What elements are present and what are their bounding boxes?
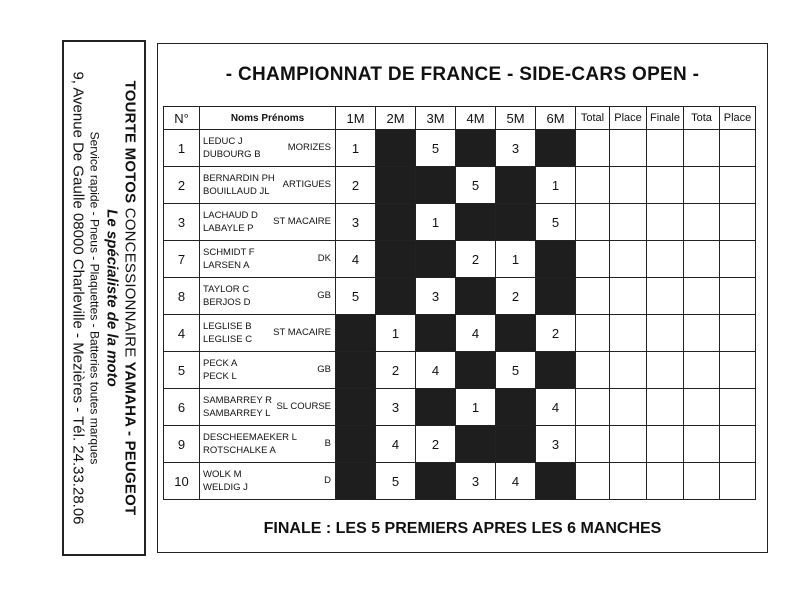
- final-place-cell: [720, 463, 756, 500]
- passenger-name: BOUILLAUD JL: [203, 186, 270, 197]
- sponsor-advertisement: [62, 40, 146, 556]
- results-frame: [157, 43, 768, 553]
- header-names: Noms Prénoms: [200, 107, 336, 130]
- header-total: Total: [576, 107, 610, 130]
- race-3-cell: 4: [416, 352, 456, 389]
- race-4-cell: [456, 352, 496, 389]
- final-place-cell: [720, 278, 756, 315]
- passenger-name: LARSEN A: [203, 260, 250, 271]
- final-place-cell: [720, 426, 756, 463]
- crew-names: [200, 389, 336, 426]
- race-4-cell: 3: [456, 463, 496, 500]
- final-total-cell: [684, 426, 720, 463]
- total-cell: [576, 315, 610, 352]
- race-3-cell: [416, 389, 456, 426]
- club-name: SL COURSE: [276, 401, 331, 412]
- race-1-cell: [336, 352, 376, 389]
- driver-name: SAMBARREY R: [203, 395, 272, 406]
- race-3-cell: 3: [416, 278, 456, 315]
- finale-cell: [647, 241, 684, 278]
- passenger-name: BERJOS D: [203, 297, 251, 308]
- club-name: ARTIGUES: [282, 179, 331, 190]
- driver-name: BERNARDIN PH: [203, 173, 275, 184]
- race-2-cell: 1: [376, 315, 416, 352]
- sponsor-brands: YAMAHA - PEUGEOT: [121, 361, 139, 516]
- club-name: ST MACAIRE: [273, 216, 331, 227]
- crew-number: 9: [164, 426, 200, 463]
- table-row: [164, 389, 756, 426]
- sponsor-text: [70, 48, 139, 548]
- driver-name: WOLK M: [203, 469, 242, 480]
- crew-number: 5: [164, 352, 200, 389]
- race-1-cell: [336, 389, 376, 426]
- race-5-cell: [496, 389, 536, 426]
- table-row: [164, 463, 756, 500]
- place-cell: [610, 204, 647, 241]
- race-6-cell: 2: [536, 315, 576, 352]
- race-5-cell: [496, 315, 536, 352]
- crew-number: 7: [164, 241, 200, 278]
- club-name: D: [324, 475, 331, 486]
- race-4-cell: 2: [456, 241, 496, 278]
- club-name: B: [324, 438, 331, 449]
- final-total-cell: [684, 463, 720, 500]
- race-6-cell: [536, 352, 576, 389]
- race-2-cell: 3: [376, 389, 416, 426]
- race-6-cell: 1: [536, 167, 576, 204]
- club-name: GB: [317, 290, 331, 301]
- crew-number: 4: [164, 315, 200, 352]
- header-race-6: 6M: [536, 107, 576, 130]
- table-row: [164, 241, 756, 278]
- race-1-cell: 4: [336, 241, 376, 278]
- final-place-cell: [720, 352, 756, 389]
- crew-names: [200, 426, 336, 463]
- crew-names: [200, 463, 336, 500]
- final-total-cell: [684, 204, 720, 241]
- table-row: [164, 352, 756, 389]
- club-name: DK: [317, 253, 331, 264]
- footer-note: FINALE : LES 5 PREMIERS APRES LES 6 MANCHES: [263, 520, 662, 537]
- place-cell: [610, 241, 647, 278]
- passenger-name: ROTSCHALKE A: [203, 445, 276, 456]
- race-3-cell: 5: [416, 130, 456, 167]
- total-cell: [576, 463, 610, 500]
- sponsor-role: CONCESSIONNAIRE: [121, 207, 139, 358]
- total-cell: [576, 426, 610, 463]
- final-place-cell: [720, 167, 756, 204]
- race-4-cell: 5: [456, 167, 496, 204]
- place-cell: [610, 463, 647, 500]
- race-5-cell: [496, 167, 536, 204]
- final-place-cell: [720, 130, 756, 167]
- race-2-cell: [376, 204, 416, 241]
- final-place-cell: [720, 204, 756, 241]
- passenger-name: WELDIG J: [203, 482, 248, 493]
- race-4-cell: [456, 130, 496, 167]
- place-cell: [610, 352, 647, 389]
- final-place-cell: [720, 389, 756, 426]
- passenger-name: LABAYLE P: [203, 223, 254, 234]
- finale-cell: [647, 278, 684, 315]
- race-4-cell: [456, 278, 496, 315]
- race-6-cell: [536, 241, 576, 278]
- race-2-cell: [376, 130, 416, 167]
- race-6-cell: [536, 278, 576, 315]
- crew-number: 6: [164, 389, 200, 426]
- place-cell: [610, 426, 647, 463]
- race-2-cell: [376, 167, 416, 204]
- race-1-cell: 2: [336, 167, 376, 204]
- header-final-place: Place: [720, 107, 756, 130]
- table-row: [164, 278, 756, 315]
- table-row: [164, 130, 756, 167]
- finale-cell: [647, 389, 684, 426]
- finale-cell: [647, 130, 684, 167]
- crew-number: 2: [164, 167, 200, 204]
- sponsor-services: Service rapide - Pneus - Plaquettes - Batteries toutes marques: [87, 131, 102, 465]
- race-2-cell: [376, 241, 416, 278]
- crew-number: 3: [164, 204, 200, 241]
- final-total-cell: [684, 241, 720, 278]
- passenger-name: LEGLISE C: [203, 334, 253, 345]
- header-race-1: 1M: [336, 107, 376, 130]
- table-row: [164, 167, 756, 204]
- race-2-cell: 4: [376, 426, 416, 463]
- finale-cell: [647, 426, 684, 463]
- table-row: [164, 426, 756, 463]
- header-finale: Finale: [647, 107, 684, 130]
- place-cell: [610, 389, 647, 426]
- crew-number: 1: [164, 130, 200, 167]
- driver-name: PECK A: [203, 358, 238, 369]
- place-cell: [610, 167, 647, 204]
- race-4-cell: 1: [456, 389, 496, 426]
- final-place-cell: [720, 241, 756, 278]
- total-cell: [576, 204, 610, 241]
- total-cell: [576, 167, 610, 204]
- crew-number: 8: [164, 278, 200, 315]
- total-cell: [576, 389, 610, 426]
- crew-names: [200, 241, 336, 278]
- table-row: [164, 204, 756, 241]
- race-6-cell: [536, 130, 576, 167]
- driver-name: SCHMIDT F: [203, 247, 255, 258]
- race-5-cell: 2: [496, 278, 536, 315]
- header-race-2: 2M: [376, 107, 416, 130]
- table-header-row: [164, 107, 756, 130]
- finale-cell: [647, 463, 684, 500]
- race-5-cell: 5: [496, 352, 536, 389]
- finale-cell: [647, 352, 684, 389]
- race-1-cell: 3: [336, 204, 376, 241]
- race-6-cell: [536, 463, 576, 500]
- race-6-cell: 5: [536, 204, 576, 241]
- race-2-cell: [376, 278, 416, 315]
- total-cell: [576, 241, 610, 278]
- crew-names: [200, 204, 336, 241]
- finale-cell: [647, 167, 684, 204]
- race-1-cell: [336, 463, 376, 500]
- finale-cell: [647, 315, 684, 352]
- final-total-cell: [684, 278, 720, 315]
- race-4-cell: 4: [456, 315, 496, 352]
- final-total-cell: [684, 315, 720, 352]
- race-3-cell: [416, 167, 456, 204]
- header-number: N°: [164, 107, 200, 130]
- crew-names: [200, 352, 336, 389]
- total-cell: [576, 278, 610, 315]
- header-race-3: 3M: [416, 107, 456, 130]
- total-cell: [576, 130, 610, 167]
- crew-number: 10: [164, 463, 200, 500]
- driver-name: TAYLOR C: [203, 284, 250, 295]
- crew-names: [200, 167, 336, 204]
- race-5-cell: 3: [496, 130, 536, 167]
- final-total-cell: [684, 352, 720, 389]
- sponsor-headline: [122, 48, 139, 548]
- sponsor-address: 9, Avenue De Gaulle 08000 Charleville - Mezières - Tél. 24.33.28.06: [69, 71, 87, 525]
- crew-names: [200, 315, 336, 352]
- page-title: - CHAMPIONNAT DE FRANCE - SIDE-CARS OPEN -: [225, 64, 700, 85]
- club-name: ST MACAIRE: [273, 327, 331, 338]
- passenger-name: DUBOURG B: [203, 149, 261, 160]
- race-3-cell: [416, 241, 456, 278]
- race-3-cell: 1: [416, 204, 456, 241]
- club-name: MORIZES: [287, 142, 331, 153]
- driver-name: LACHAUD D: [203, 210, 258, 221]
- header-place: Place: [610, 107, 647, 130]
- race-2-cell: 2: [376, 352, 416, 389]
- driver-name: DESCHEEMAEKER L: [203, 432, 297, 443]
- passenger-name: SAMBARREY L: [203, 408, 271, 419]
- table-row: [164, 315, 756, 352]
- race-3-cell: [416, 315, 456, 352]
- passenger-name: PECK L: [203, 371, 237, 382]
- race-5-cell: [496, 204, 536, 241]
- race-1-cell: [336, 315, 376, 352]
- final-total-cell: [684, 389, 720, 426]
- race-2-cell: 5: [376, 463, 416, 500]
- race-6-cell: 4: [536, 389, 576, 426]
- header-race-5: 5M: [496, 107, 536, 130]
- sponsor-name: TOURTE MOTOS: [121, 80, 139, 204]
- total-cell: [576, 352, 610, 389]
- crew-names: [200, 278, 336, 315]
- crew-names: [200, 130, 336, 167]
- race-1-cell: [336, 426, 376, 463]
- place-cell: [610, 315, 647, 352]
- race-5-cell: 4: [496, 463, 536, 500]
- header-race-4: 4M: [456, 107, 496, 130]
- race-3-cell: [416, 463, 456, 500]
- place-cell: [610, 130, 647, 167]
- final-total-cell: [684, 130, 720, 167]
- race-4-cell: [456, 204, 496, 241]
- race-3-cell: 2: [416, 426, 456, 463]
- header-final-total: Tota: [684, 107, 720, 130]
- final-total-cell: [684, 167, 720, 204]
- race-6-cell: 3: [536, 426, 576, 463]
- race-1-cell: 5: [336, 278, 376, 315]
- place-cell: [610, 278, 647, 315]
- final-place-cell: [720, 315, 756, 352]
- driver-name: LEDUC J: [203, 136, 243, 147]
- finale-cell: [647, 204, 684, 241]
- race-4-cell: [456, 426, 496, 463]
- race-5-cell: 1: [496, 241, 536, 278]
- results-table: [163, 106, 756, 500]
- table-body: [164, 130, 756, 500]
- race-1-cell: 1: [336, 130, 376, 167]
- driver-name: LEGLISE B: [203, 321, 252, 332]
- club-name: GB: [317, 364, 331, 375]
- sponsor-tagline: Le spécialiste de la moto: [103, 209, 121, 387]
- race-5-cell: [496, 426, 536, 463]
